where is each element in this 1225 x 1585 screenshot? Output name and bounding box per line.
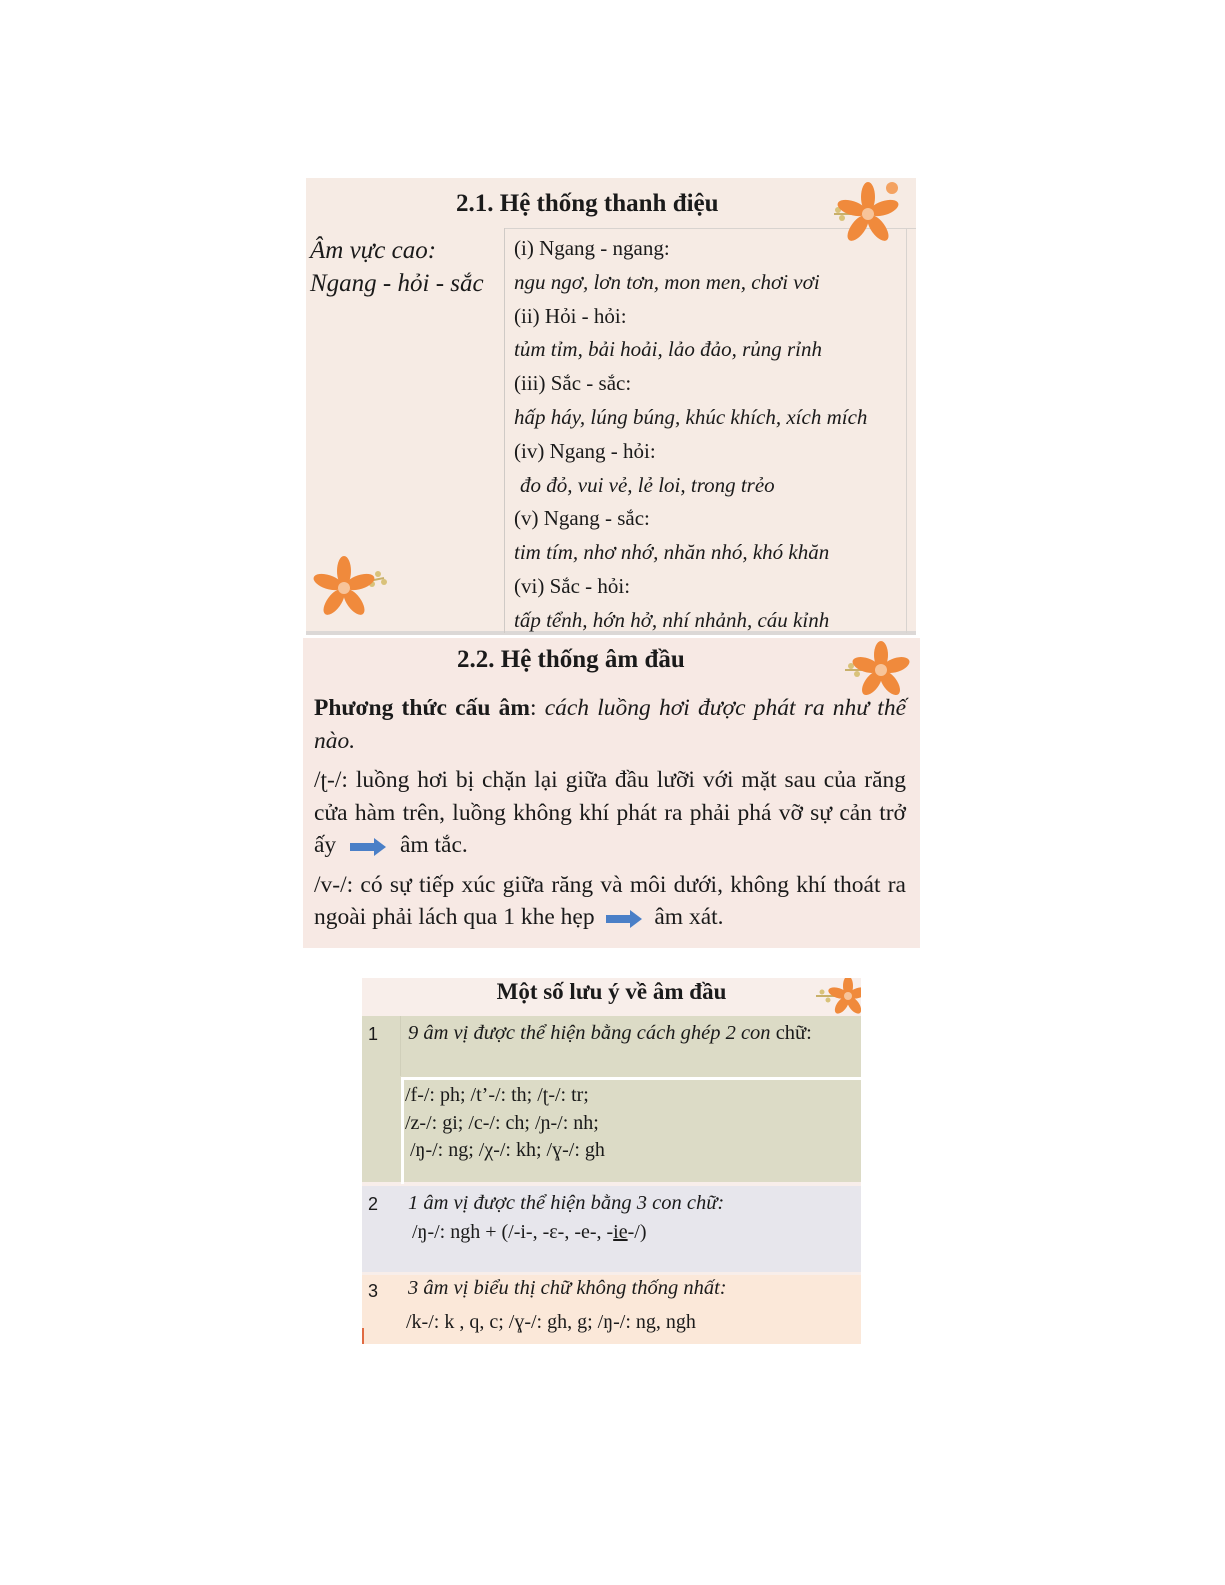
row-number: 3	[368, 1281, 379, 1301]
tone-pair-example: đo đỏ, vui vẻ, lẻ loi, trong trẻo	[520, 472, 775, 497]
high-register-note	[310, 234, 484, 300]
row-lines	[405, 1082, 605, 1165]
register-label: Âm vực cao:	[310, 237, 437, 264]
tone-pair-label: (iv) Ngang - hỏi:	[514, 438, 656, 463]
slide-body	[314, 692, 906, 941]
line: /z-/: gi; /c-/: ch; /ɲ-/: nh;	[405, 1111, 599, 1134]
intro-plain: chữ:	[775, 1022, 812, 1044]
tone-pair-label: (ii) Hỏi - hỏi:	[514, 303, 627, 328]
description: /ʈ-/: luồng hơi bị chặn lại giữa đầu lưỡi với mặt sau của răng cửa hàm trên, luồng không khí phát ra phải phá vỡ sự cản trở ấy	[314, 767, 906, 858]
slide-initial-consonants	[303, 638, 920, 948]
tone-pair-label: (iii) Sắc - sắc:	[514, 371, 632, 396]
right-arrow-icon	[606, 910, 642, 928]
result: âm tắc.	[399, 832, 468, 858]
paragraph	[314, 869, 906, 934]
flower-icon	[308, 548, 394, 624]
paragraph	[314, 692, 906, 757]
note-row-1	[362, 1016, 861, 1182]
line-underlined: ie	[613, 1221, 628, 1243]
slide-title: Một số lưu ý về âm đầu	[496, 979, 727, 1004]
row-line: /k-/: k , q, c; /ɣ-/: gh, g; /ŋ-/: ng, ngh	[406, 1311, 696, 1333]
tone-pair-label: (vi) Sắc - hỏi:	[514, 573, 631, 598]
tone-pair-example: hấp háy, lúng búng, khúc khích, xích mích	[514, 404, 868, 429]
divider	[504, 228, 505, 633]
description: /v-/: có sự tiếp xúc giữa răng và môi dưới, không khí thoát ra ngoài phải lách qua 1 khe hẹp	[314, 871, 906, 930]
flower-icon	[814, 978, 861, 1016]
row-line	[412, 1219, 647, 1247]
tone-pair-label: (i) Ngang - ngang:	[514, 236, 670, 260]
flower-icon	[818, 178, 904, 254]
tone-pair-example: tim tím, nhơ nhớ, nhăn nhó, khó khăn	[514, 540, 830, 565]
row-number: 1	[368, 1024, 379, 1044]
result: âm xát.	[654, 904, 724, 930]
divider	[906, 228, 907, 633]
register-tones: Ngang - hỏi - sắc	[310, 270, 484, 297]
row-number: 2	[368, 1194, 379, 1214]
tone-pair-list	[514, 232, 867, 638]
note-row-2	[362, 1186, 861, 1272]
definition: cách luồng hơi được phát ra như thế nào.	[314, 695, 907, 754]
divider	[362, 1328, 364, 1344]
intro-italic: 9 âm vị được thể hiện bằng cách ghép 2 con	[408, 1022, 771, 1044]
slide-title: 2.1. Hệ thống thanh điệu	[456, 190, 719, 217]
tone-pair-example: tủm tỉm, bải hoải, lảo đảo, rủng rỉnh	[514, 337, 823, 362]
note-row-3	[362, 1275, 861, 1344]
line-part: /ŋ-/: ngh + (/-i-, -ɛ-, -e-, -	[412, 1221, 614, 1243]
row-intro: 3 âm vị biểu thị chữ không thống nhất:	[408, 1277, 727, 1299]
paragraph	[314, 764, 906, 862]
line: /ŋ-/: ng; /χ-/: kh; /ɣ-/: gh	[410, 1139, 605, 1161]
tone-pair-label: (v) Ngang - sắc:	[514, 506, 650, 531]
slide-initial-notes	[362, 978, 861, 1344]
right-arrow-icon	[350, 838, 386, 856]
tone-pair-example: tấp tểnh, hớn hở, nhí nhảnh, cáu kỉnh	[514, 607, 830, 632]
line-part: -/)	[627, 1221, 647, 1243]
flower-icon	[831, 638, 917, 704]
row-intro	[408, 1022, 812, 1045]
slide-tone-system	[306, 178, 916, 635]
term: Phương thức cấu âm	[314, 695, 530, 721]
row-intro: 1 âm vị được thể hiện bằng 3 con chữ:	[408, 1192, 725, 1214]
slide-title: 2.2. Hệ thống âm đầu	[457, 646, 685, 673]
colon: :	[529, 695, 537, 721]
divider	[400, 1016, 401, 1076]
tone-pair-example: ngu ngơ, lơn tơn, mon men, chơi vơi	[514, 269, 820, 294]
line: /f-/: ph; /t’-/: th; /ʈ-/: tr;	[405, 1084, 589, 1106]
